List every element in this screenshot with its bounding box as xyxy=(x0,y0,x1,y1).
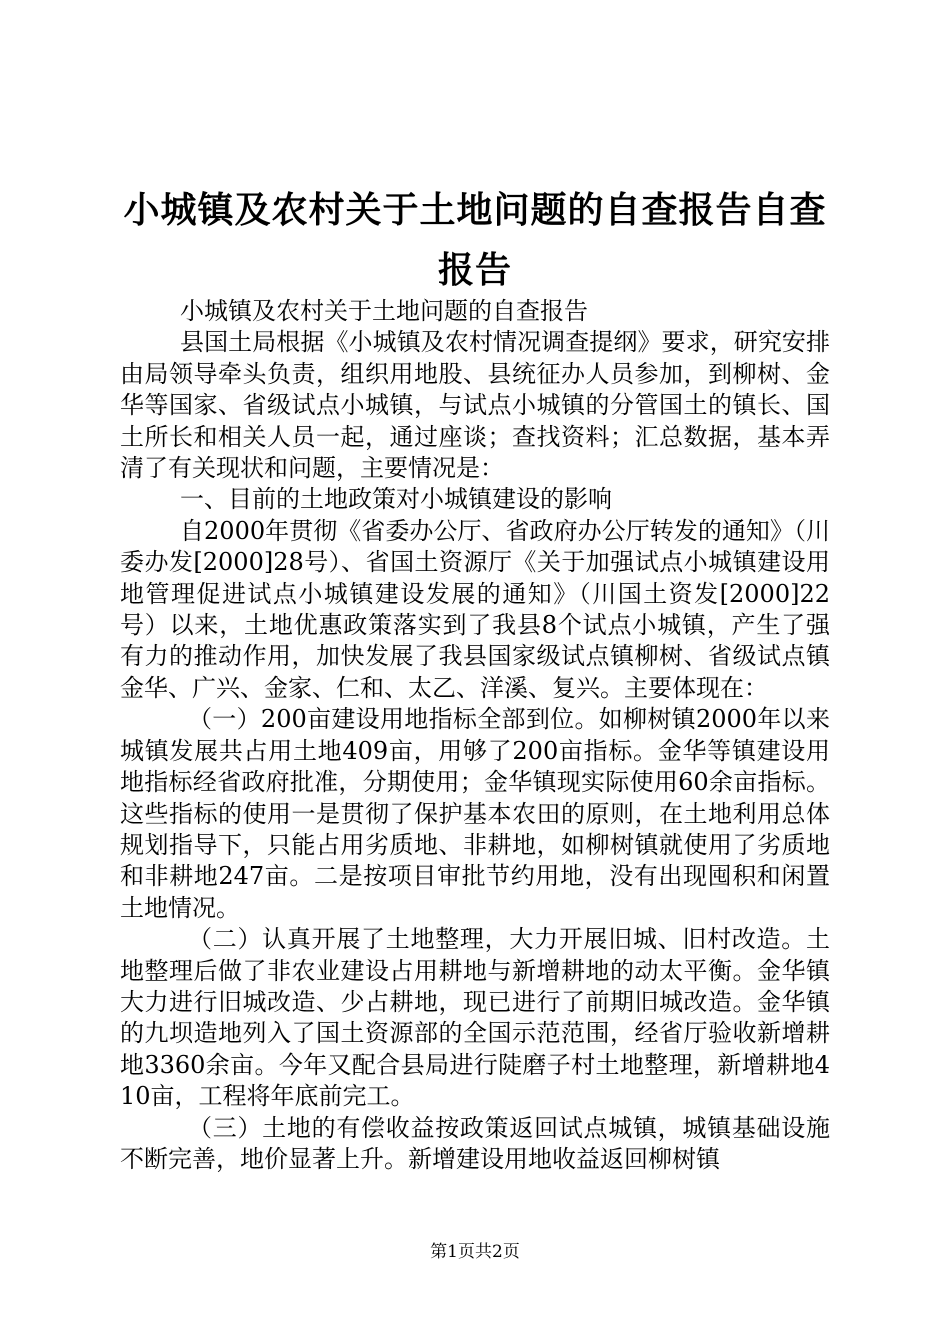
paragraph-intro: 县国土局根据《小城镇及农村情况调查提纲》要求，研究安排由局领导牵头负责，组织用地股、县统征办人员参加，到柳树、金华等国家、省级试点小城镇，与试点小城镇的分管国土的镇长、国土所长和相关人员一起，通过座谈；查找资料；汇总数据，基本弄清了有关现状和问题，主要情况是： xyxy=(120,328,830,483)
document-body xyxy=(120,296,830,1175)
page-number: 第1页 xyxy=(430,1242,475,1262)
page-footer xyxy=(0,1240,950,1264)
paragraph-subtitle: 小城镇及农村关于土地问题的自查报告 xyxy=(180,297,588,325)
paragraph-item-1: （一）200亩建设用地指标全部到位。如柳树镇2000年以来城镇发展共占用土地409亩，用够了200亩指标。金华等镇建设用地指标经省政府批准，分期使用；金华镇现实际使用60余亩指标。这些指标的使用一是贯彻了保护基本农田的原则，在土地利用总体规划指导下，只能占用劣质地、非耕地，如柳树镇就使用了劣质地和非耕地247亩。二是按项目审批节约用地，没有出现囤积和闲置土地情况。 xyxy=(120,705,830,922)
paragraph-item-2: （二）认真开展了土地整理，大力开展旧城、旧村改造。土地整理后做了非农业建设占用耕地与新增耕地的动太平衡。金华镇大力进行旧城改造、少占耕地，现已进行了前期旧城改造。金华镇的九坝造地列入了国土资源部的全国示范范围，经省厅验收新增耕地3360余亩。今年又配合县局进行陡磨子村土地整理，新增耕地410亩，工程将年底前完工。 xyxy=(120,925,830,1111)
document-title: 小城镇及农村关于土地问题的自查报告自查报告 xyxy=(123,189,827,291)
page-total: 共2页 xyxy=(475,1242,520,1262)
paragraph-policy: 自2000年贯彻《省委办公厅、省政府办公厅转发的通知》（川委办发[2000]28号）、省国土资源厅《关于加强试点小城镇建设用地管理促进试点小城镇建设发展的通知》（川国土资发[2000]22号）以来，土地优惠政策落实到了我县8个试点小城镇，产生了强有力的推动作用，加快发展了我县国家级试点镇柳树、省级试点镇金华、广兴、金家、仁和、太乙、洋溪、复兴。主要体现在： xyxy=(120,516,830,702)
paragraph-item-3: （三）土地的有偿收益按政策返回试点城镇，城镇基础设施不断完善，地价显著上升。新增建设用地收益返回柳树镇 xyxy=(120,1113,830,1173)
section-heading: 一、目前的土地政策对小城镇建设的影响 xyxy=(180,485,612,514)
